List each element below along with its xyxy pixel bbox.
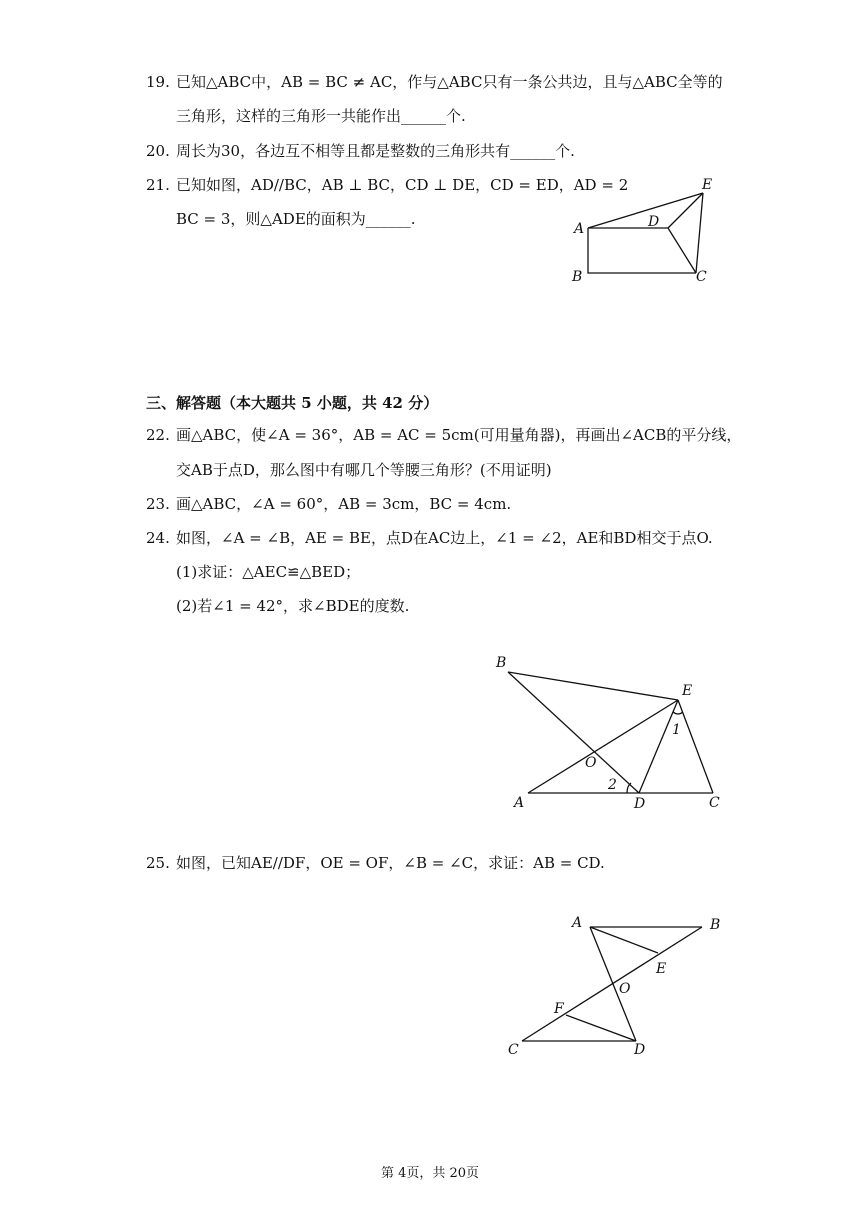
q25-text-1: 如图，已知AE//DF，OE = OF，∠B = ∠C，求证：AB = CD. bbox=[176, 854, 605, 872]
fig21-label-c: C bbox=[696, 269, 707, 285]
q21-text-2: BC = 3，则△ADE的面积为______. bbox=[176, 210, 416, 228]
fig24-label-d: D bbox=[634, 796, 646, 812]
q24-line1 bbox=[146, 528, 713, 548]
fig21-label-b: B bbox=[572, 269, 583, 285]
q19-text-2: 三角形，这样的三角形一共能作出______个. bbox=[176, 107, 466, 125]
fig24-ec bbox=[678, 700, 713, 793]
q20-text-1: 周长为30，各边互不相等且都是整数的三角形共有______个. bbox=[176, 142, 575, 160]
q22-line2 bbox=[176, 460, 552, 480]
fig24-label-2: 2 bbox=[608, 777, 617, 793]
section-3-title: 三、解答题（本大题共 5 小题，共 42 分） bbox=[146, 394, 439, 412]
q19-number: 19. bbox=[146, 73, 170, 91]
q24-part2 bbox=[176, 596, 409, 616]
fig21-rect bbox=[588, 228, 696, 273]
q24-part1-text: (1)求证：△AEC≌△BED； bbox=[176, 563, 361, 581]
fig25-label-a: A bbox=[572, 915, 583, 931]
fig25-label-e: E bbox=[656, 961, 667, 977]
q23-text-1: 画△ABC，∠A = 60°，AB = 3cm，BC = 4cm. bbox=[176, 495, 512, 513]
fig24-angle1-arc bbox=[673, 712, 683, 714]
q22-text-2: 交AB于点D，那么图中有哪几个等腰三角形？(不用证明) bbox=[176, 461, 552, 479]
section-3-heading bbox=[146, 393, 438, 413]
q23-number: 23. bbox=[146, 495, 170, 513]
fig25-label-o: O bbox=[619, 981, 631, 997]
fig25-label-b: B bbox=[710, 917, 721, 933]
fig21-ec bbox=[696, 193, 703, 273]
q21-line1 bbox=[146, 175, 628, 195]
q24-part2-text: (2)若∠1 = 42°，求∠BDE的度数. bbox=[176, 597, 410, 615]
fig25-fd bbox=[566, 1015, 636, 1041]
q25-number: 25. bbox=[146, 854, 170, 872]
q22-text-1: 画△ABC，使∠A = 36°，AB = AC = 5cm(可用量角器)，再画出∠ACB的平分线， bbox=[176, 426, 742, 444]
fig21-dc bbox=[668, 228, 696, 273]
q20-line1 bbox=[146, 141, 575, 161]
q20-number: 20. bbox=[146, 142, 170, 160]
fig21-label-a: A bbox=[574, 221, 585, 237]
q19-text-1: 已知△ABC中，AB = BC ≠ AC，作与△ABC只有一条公共边，且与△ABC全等的 bbox=[176, 73, 723, 91]
fig24-label-e: E bbox=[682, 683, 693, 699]
q19-line2 bbox=[176, 106, 466, 126]
q19-line1 bbox=[146, 72, 723, 92]
fig21-label-d: D bbox=[648, 214, 660, 230]
fig24-label-o: O bbox=[585, 755, 597, 771]
q21-number: 21. bbox=[146, 176, 170, 194]
figure-q25 bbox=[500, 905, 735, 1060]
fig24-label-b: B bbox=[496, 655, 507, 671]
q25-line1 bbox=[146, 853, 605, 873]
page-footer: 第 4页，共 20页 bbox=[380, 1166, 480, 1181]
fig25-ae bbox=[590, 927, 658, 953]
fig24-ae bbox=[528, 700, 678, 793]
fig24-label-1: 1 bbox=[672, 722, 681, 738]
fig25-label-d: D bbox=[634, 1042, 646, 1058]
figure-q24 bbox=[490, 650, 740, 820]
q22-number: 22. bbox=[146, 426, 170, 444]
q22-line1 bbox=[146, 425, 741, 445]
q21-line2 bbox=[176, 209, 416, 229]
figure-q21 bbox=[560, 170, 730, 295]
fig21-label-e: E bbox=[702, 177, 713, 193]
fig24-label-c: C bbox=[709, 795, 720, 811]
q23-line1 bbox=[146, 494, 511, 514]
q24-part1 bbox=[176, 562, 360, 582]
q24-number: 24. bbox=[146, 529, 170, 547]
fig24-de bbox=[639, 700, 678, 793]
fig25-label-f: F bbox=[554, 1001, 564, 1017]
q21-text-1: 已知如图，AD//BC，AB ⊥ BC，CD ⊥ DE，CD = ED，AD = 2 bbox=[176, 176, 629, 194]
fig24-label-a: A bbox=[514, 795, 525, 811]
q24-text-1: 如图，∠A = ∠B，AE = BE，点D在AC边上，∠1 = ∠2，AE和BD相交于点O. bbox=[176, 529, 713, 547]
fig25-label-c: C bbox=[508, 1042, 519, 1058]
fig25-bc bbox=[522, 927, 702, 1041]
